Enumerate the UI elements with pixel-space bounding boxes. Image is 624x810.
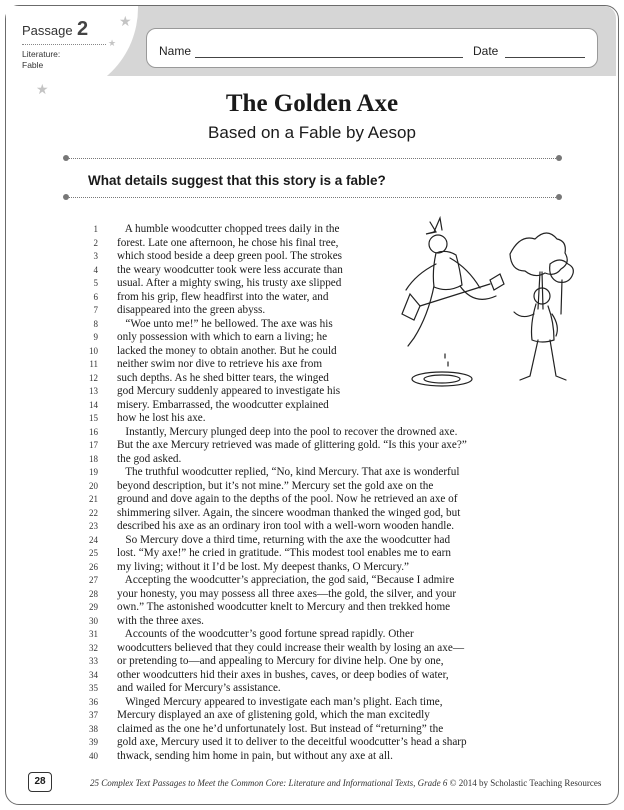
story-line: and wailed for Mercury’s assistance. (117, 682, 281, 694)
story-line: “Woe unto me!” he bellowed. The axe was his (117, 317, 333, 330)
line-number: 28 (89, 588, 98, 599)
star-icon: ★ (119, 14, 132, 30)
line-number: 24 (89, 534, 98, 545)
line-number: 31 (89, 629, 98, 639)
line-number: 25 (89, 548, 98, 558)
genre-label (22, 49, 60, 71)
line-number: 37 (89, 710, 98, 720)
line-number: 33 (89, 656, 98, 666)
line-number: 12 (89, 372, 98, 383)
guiding-question: What details suggest that this story is a fable? (88, 173, 386, 188)
story-line: forest. Late one afternoon, he chose his final tree, (117, 236, 339, 249)
line-number: 7 (93, 305, 98, 315)
line-number: 10 (89, 345, 98, 356)
story-line: lacked the money to obtain another. But he could (117, 344, 337, 357)
name-field[interactable] (195, 57, 463, 58)
star-icon: ★ (108, 39, 117, 49)
story-line: the god asked. (117, 452, 182, 465)
story-line: woodcutters believed that they could increase their wealth by losing an axe— (117, 641, 465, 654)
story-line: with the three axes. (117, 614, 204, 627)
story-line: A humble woodcutter chopped trees daily in the (117, 223, 340, 235)
story-line: such depths. As he shed bitter tears, the winged (117, 371, 329, 384)
story-line: or pretending to—and appealing to Mercury for divine help. One by one, (117, 655, 444, 667)
line-number: 15 (89, 413, 98, 423)
line-number: 39 (89, 737, 98, 747)
story-line: my living; without it I’d be lost. My deepest thanks, O Mercury.” (117, 560, 409, 573)
story-line: own.” The astonished woodcutter knelt to Mercury and then trekked home (117, 601, 451, 613)
story-line: beyond description, but it’s not mine.” Mercury set the gold axe on the (117, 479, 434, 492)
line-number: 23 (89, 521, 98, 531)
name-date-box (146, 28, 598, 68)
story-line: ground and dove again to the depths of the pool. Now he retrieved an axe of (117, 493, 458, 505)
header-bar (6, 6, 616, 98)
divider-bottom (66, 197, 558, 198)
story-line: Instantly, Mercury plunged deep into the pool to recover the drowned axe. (117, 425, 458, 438)
story-line: thwack, sending him home in pain, but without any axe at all. (117, 749, 393, 762)
date-label: Date (473, 44, 499, 58)
story-line: from his grip, flew headfirst into the water, and (117, 290, 329, 303)
divider-dot (556, 155, 562, 161)
line-number: 4 (93, 264, 98, 275)
line-number: 20 (89, 480, 98, 491)
line-number: 22 (89, 507, 98, 518)
story-line: But the axe Mercury retrieved was made of glittering gold. “Is this your axe?” (117, 439, 467, 451)
story-line: which stood beside a deep green pool. The strokes (117, 250, 343, 262)
badge-divider (22, 44, 106, 45)
story-line: Accepting the woodcutter’s appreciation, the god said, “Because I admire (117, 574, 455, 586)
story-line: Winged Mercury appeared to investigate each man’s plight. Each time, (117, 695, 443, 708)
story-line: gold axe, Mercury used it to deliver to the deceitful woodcutter’s head a sharp (117, 736, 467, 748)
divider-dot (556, 194, 562, 200)
line-number: 9 (93, 332, 98, 342)
genre-line-2: Fable (22, 60, 44, 70)
date-field[interactable] (505, 57, 585, 58)
line-number: 1 (93, 224, 98, 234)
story-line: your honesty, you may possess all three axes—the gold, the silver, and your (117, 587, 457, 600)
line-number: 11 (89, 359, 98, 369)
divider-dot (63, 155, 69, 161)
story-line: described his axe as an ordinary iron tool with a well-worn wooden handle. (117, 520, 455, 532)
citation-title: 25 Complex Text Passages to Meet the Common Core: Literature and Informational Texts, Grade 6 (90, 778, 448, 788)
line-number: 5 (93, 278, 98, 288)
divider-top (66, 158, 558, 159)
story-line: The truthful woodcutter replied, “No, kind Mercury. That axe is wonderful (117, 466, 460, 478)
story-line: usual. After a mighty swing, his trusty axe slipped (117, 277, 342, 289)
genre-line-1: Literature: (22, 49, 61, 59)
page-subtitle: Based on a Fable by Aesop (208, 123, 416, 142)
line-number: 35 (89, 683, 98, 693)
story-line: So Mercury dove a third time, returning with the axe the woodcutter had (117, 533, 451, 546)
line-number: 18 (89, 453, 98, 464)
line-number: 30 (89, 615, 98, 626)
story-line: other woodcutters hid their axes in bushes, caves, or deep bodies of water, (117, 668, 449, 681)
line-number: 2 (93, 237, 98, 248)
line-number: 40 (89, 750, 98, 761)
line-number: 21 (89, 494, 98, 504)
line-number: 19 (89, 467, 98, 477)
line-number: 36 (89, 696, 98, 707)
story-line: misery. Embarrassed, the woodcutter explained (117, 398, 329, 411)
story-line: god Mercury suddenly appeared to investigate his (117, 385, 341, 397)
passage-label: Passage (22, 23, 73, 38)
line-number: 38 (89, 723, 98, 734)
line-number: 3 (93, 251, 98, 261)
passage-number: 2 (77, 18, 89, 40)
line-number: 8 (93, 318, 98, 329)
story-line: Mercury displayed an axe of glistening gold, which the man excitedly (117, 709, 430, 721)
line-number: 16 (89, 426, 98, 437)
mercury-woodcutter-illustration (390, 214, 580, 404)
line-number: 29 (89, 602, 98, 612)
divider-dot (63, 194, 69, 200)
story-line: shimmering silver. Again, the sincere woodman thanked the winged god, but (117, 506, 461, 519)
line-number: 26 (89, 561, 98, 572)
line-number: 6 (93, 291, 98, 302)
story-line: Accounts of the woodcutter’s good fortune spread rapidly. Other (117, 628, 414, 640)
story-line: neither swim nor dive to retrieve his axe from (117, 358, 323, 370)
star-icon: ★ (36, 82, 49, 98)
citation-copyright: © 2014 by Scholastic Teaching Resources (447, 778, 602, 788)
line-number: 34 (89, 669, 98, 680)
story-line: disappeared into the green abyss. (117, 304, 266, 316)
story-line: how he lost his axe. (117, 412, 206, 424)
line-number: 14 (89, 399, 98, 410)
page-title: The Golden Axe (225, 90, 399, 117)
line-number: 13 (89, 386, 98, 396)
line-number: 32 (89, 642, 98, 653)
name-label: Name (159, 44, 192, 58)
footer-citation (90, 778, 601, 788)
story-line: the weary woodcutter took were less accurate than (117, 263, 343, 276)
page-number: 28 (28, 772, 52, 792)
line-number: 17 (89, 440, 98, 450)
story-line: claimed as the one he’d unfortunately lost. But instead of “returning” the (117, 722, 444, 735)
story-line: lost. “My axe!” he cried in gratitude. “This modest tool enables me to earn (117, 547, 451, 559)
story-line: only possession with which to earn a living; he (117, 331, 328, 343)
line-number: 27 (89, 575, 98, 585)
